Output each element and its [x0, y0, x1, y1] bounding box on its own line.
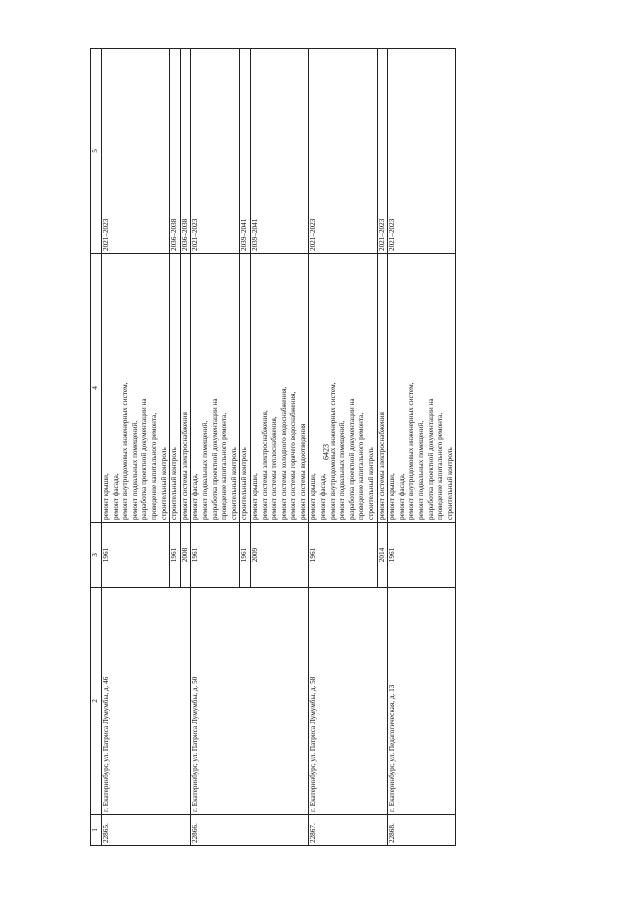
address-cell: г. Екатеринбург, ул. Патриса Лумумбы, д. 58 — [309, 588, 388, 815]
work-item: ремонт внутридомовых инженерных систем, — [121, 382, 130, 520]
table-row — [102, 49, 170, 846]
year-cell: 2014 — [377, 523, 388, 588]
work-item: ремонт системы теплоснабжения, — [270, 416, 279, 520]
row-number: 22868. — [388, 815, 456, 846]
work-item: строительный контроль — [159, 447, 168, 520]
work-item: проведение капитального ремонта, — [357, 412, 366, 520]
work-item: ремонт системы горячего водоснабжения, — [289, 391, 298, 520]
period-cell: 2039–2041 — [240, 49, 251, 254]
capital-repair-table — [90, 74, 546, 846]
work-item: ремонт подвальных помещений, — [338, 420, 347, 520]
work-item: ремонт внутридомовых инженерных систем, — [407, 382, 416, 520]
work-item: ремонт крыши, — [388, 473, 397, 520]
work-item: ремонт подвальных помещений, — [130, 420, 139, 520]
works-cell — [309, 254, 377, 523]
address-cell: г. Екатеринбург, ул. Патриса Лумумбы, д. 50 — [191, 588, 309, 815]
column-header-3: 3 — [91, 523, 102, 588]
work-item: ремонт крыши, — [250, 473, 259, 520]
year-cell: 1961 — [102, 523, 170, 588]
page-number: 6423 — [321, 444, 331, 460]
work-item: ремонт фасада, — [111, 473, 120, 520]
work-item: ремонт внутридомовых инженерных систем, — [328, 382, 337, 520]
work-item: ремонт системы электроснабжения — [180, 412, 189, 520]
work-item: строительный контроль — [240, 447, 249, 520]
work-item: разработка проектной документации на — [140, 398, 149, 520]
work-item: ремонт подвальных помещений, — [200, 420, 209, 520]
works-cell — [377, 254, 388, 523]
column-header-5: 5 — [91, 49, 102, 254]
work-item: проведение капитального ремонта, — [220, 412, 229, 520]
column-header-4: 4 — [91, 254, 102, 523]
work-item: разработка проектной документации на — [210, 398, 219, 520]
works-cell — [240, 254, 251, 523]
period-cell: 2036–2038 — [170, 49, 181, 254]
works-cell — [191, 254, 240, 523]
period-cell: 2036–2038 — [180, 49, 191, 254]
table-row — [191, 49, 240, 846]
work-item: ремонт системы водоотведения — [298, 423, 307, 520]
work-item: строительный контроль — [367, 447, 376, 520]
work-item: проведение капитального ремонта, — [436, 412, 445, 520]
period-cell: 2021–2023 — [309, 49, 377, 254]
work-item: ремонт системы электроснабжения, — [260, 410, 269, 520]
work-item: ремонт системы электроснабжения — [377, 412, 386, 520]
period-cell: 2021–2023 — [377, 49, 388, 254]
year-cell: 1961 — [388, 523, 456, 588]
period-cell: 2039–2041 — [250, 49, 309, 254]
row-number: 22866. — [191, 815, 309, 846]
column-header-2: 2 — [91, 588, 102, 815]
work-item: строительный контроль — [229, 447, 238, 520]
period-cell: 2021–2023 — [191, 49, 240, 254]
work-item: строительный контроль — [445, 447, 454, 520]
work-item: ремонт крыши, — [102, 473, 110, 520]
year-cell: 1961 — [170, 523, 181, 588]
work-item: строительный контроль — [170, 447, 179, 520]
year-cell: 1961 — [240, 523, 251, 588]
work-item: ремонт фасада, — [191, 473, 200, 520]
period-cell: 2021–2023 — [102, 49, 170, 254]
work-item: ремонт крыши, — [309, 473, 318, 520]
address-cell: г. Екатеринбург, ул. Патриса Лумумбы, д. 46 — [102, 588, 191, 815]
year-cell: 2009 — [250, 523, 309, 588]
works-cell — [102, 254, 170, 523]
work-item: ремонт фасада, — [397, 473, 406, 520]
work-item: разработка проектной документации на — [426, 398, 435, 520]
year-cell: 1961 — [191, 523, 240, 588]
row-number: 22867. — [309, 815, 388, 846]
year-cell: 1961 — [309, 523, 377, 588]
works-cell — [388, 254, 456, 523]
row-number: 22865. — [102, 815, 191, 846]
works-cell — [170, 254, 181, 523]
work-item: ремонт системы холодного водоснабжения, — [279, 386, 288, 520]
table-body — [102, 49, 456, 846]
work-item: проведение капитального ремонта, — [149, 412, 158, 520]
table-row — [309, 49, 377, 846]
works-cell — [180, 254, 191, 523]
table-header-row — [91, 49, 102, 846]
table-row — [388, 49, 456, 846]
column-header-1: 1 — [91, 815, 102, 846]
year-cell: 2008 — [180, 523, 191, 588]
work-item: ремонт фасада, — [319, 473, 328, 520]
address-cell: г. Екатеринбург, ул. Педагогическая, д. 13 — [388, 588, 456, 815]
work-item: разработка проектной документации на — [347, 398, 356, 520]
works-cell — [250, 254, 309, 523]
work-item: ремонт подвальных помещений, — [417, 420, 425, 520]
period-cell: 2021–2023 — [388, 49, 456, 254]
